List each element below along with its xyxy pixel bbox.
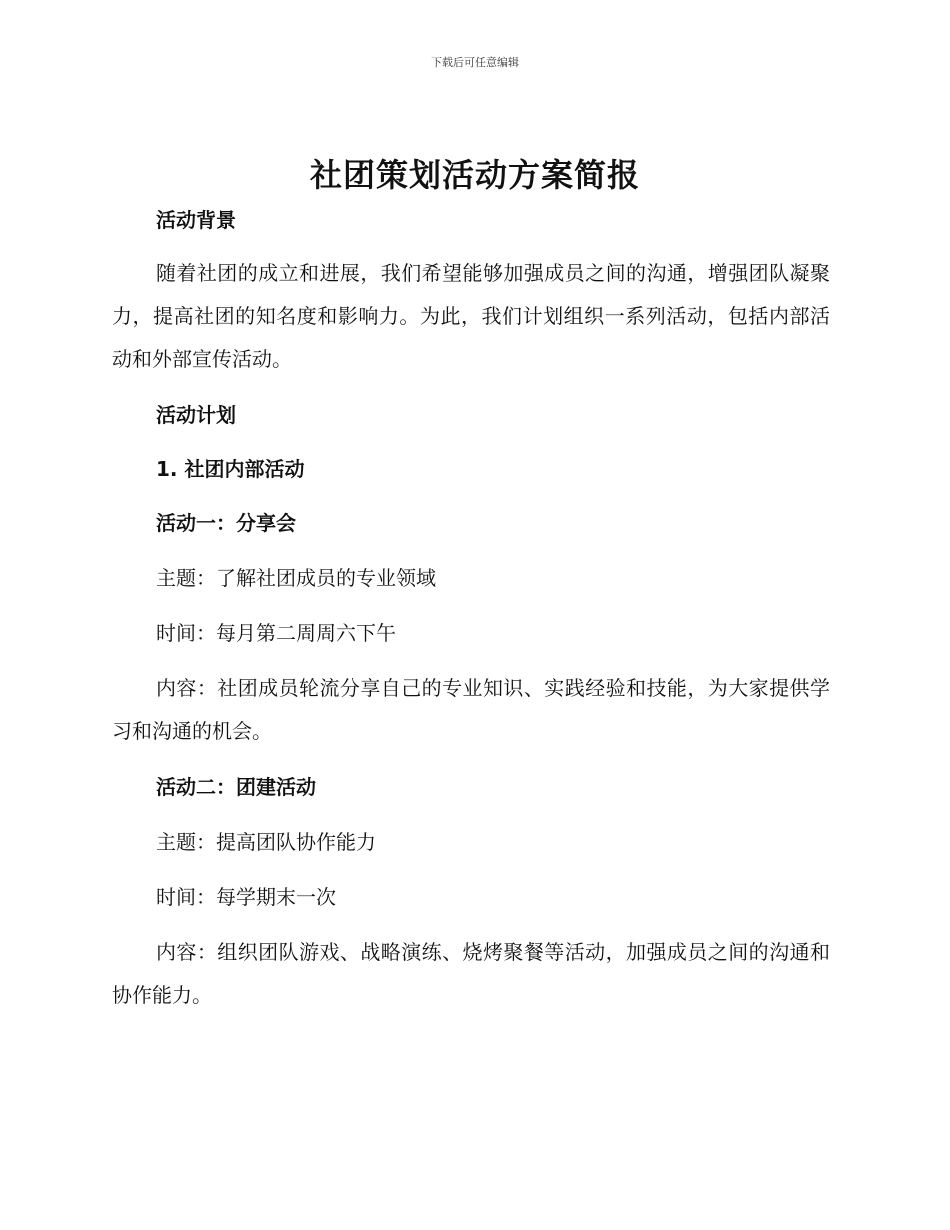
header-note: 下载后可任意编辑: [431, 56, 519, 69]
plan-heading: 活动计划: [156, 403, 236, 427]
activity1-time: 时间：每月第二周周六下午: [156, 621, 396, 645]
activity1-heading: 活动一：分享会: [156, 511, 296, 535]
activity2-content: 内容：组织团队游戏、战略演练、烧烤聚餐等活动，加强成员之间的沟通和协作能力。: [112, 940, 830, 1007]
activity1-content: 内容：社团成员轮流分享自己的专业知识、实践经验和技能，为大家提供学习和沟通的机会。: [112, 676, 830, 743]
background-heading: 活动背景: [156, 208, 236, 232]
background-paragraph: 随着社团的成立和进展，我们希望能够加强成员之间的沟通，增强团队凝聚力，提高社团的知名度和影响力。为此，我们计划组织一系列活动，包括内部活动和外部宣传活动。: [112, 261, 830, 371]
internal-activities-heading: 1. 社团内部活动: [156, 457, 305, 481]
activity2-theme: 主题：提高团队协作能力: [156, 830, 376, 854]
activity2-time: 时间：每学期末一次: [156, 885, 336, 909]
activity1-theme: 主题：了解社团成员的专业领域: [156, 566, 436, 590]
page-title: 社团策划活动方案简报: [309, 156, 640, 194]
document-body: [112, 200, 830, 1017]
activity2-heading: 活动二：团建活动: [156, 775, 316, 799]
